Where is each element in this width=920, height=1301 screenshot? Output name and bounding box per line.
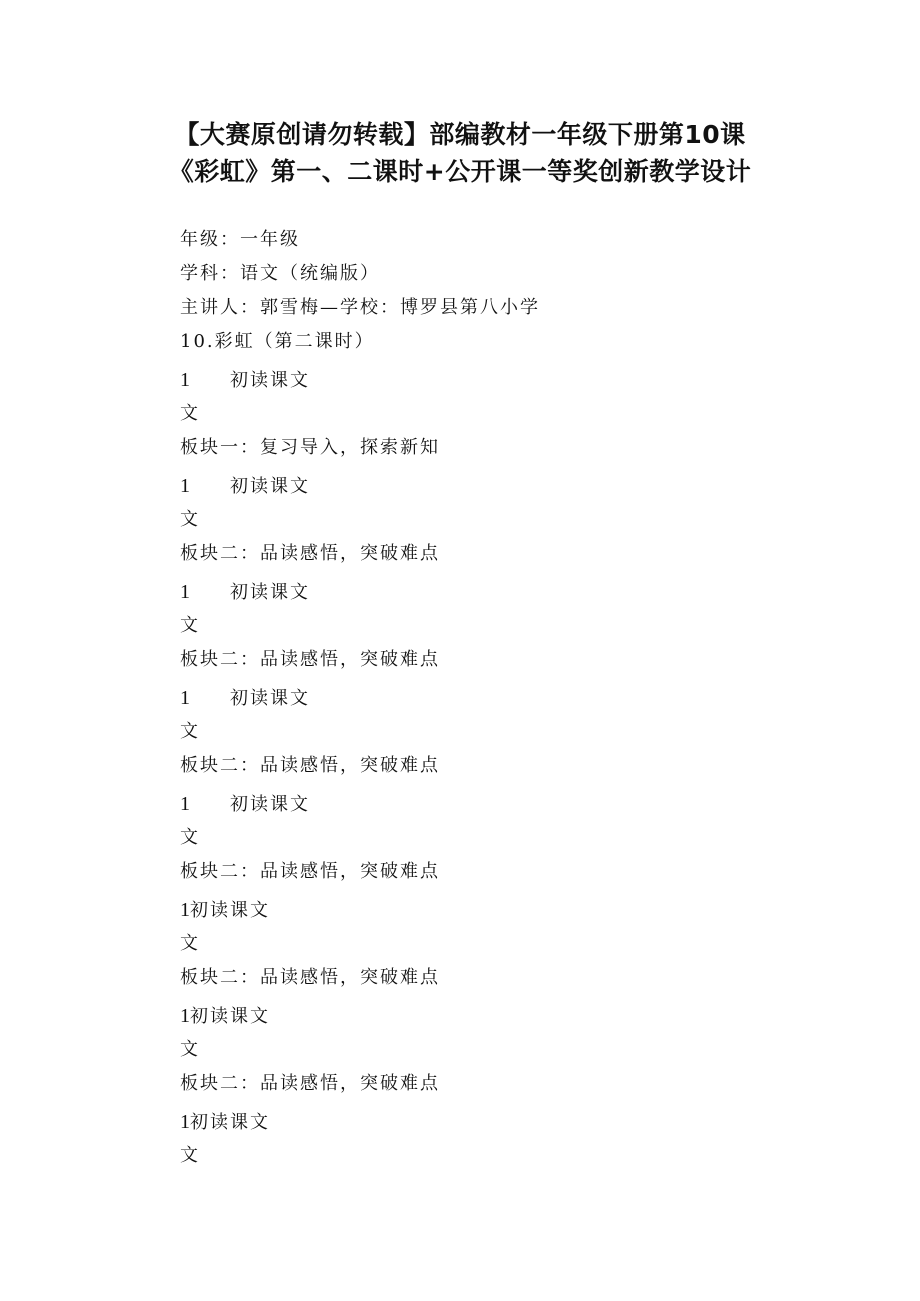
wen-line: 文 — [180, 1039, 200, 1060]
step-line — [180, 1005, 270, 1028]
wen-line: 文 — [180, 403, 200, 424]
block-two-heading: 板块二：品读感悟，突破难点 — [180, 649, 440, 670]
step-line — [180, 793, 310, 816]
step-number: 1 — [180, 581, 192, 603]
step-label: 初读课文 — [230, 370, 310, 391]
step-label: 初读课文 — [230, 582, 310, 603]
wen-line: 文 — [180, 1145, 200, 1166]
step-number: 1 — [180, 899, 190, 921]
step-number: 1 — [180, 687, 192, 709]
step-line — [180, 369, 310, 392]
subject-line: 学科：语文（统编版） — [180, 263, 380, 284]
wen-line: 文 — [180, 827, 200, 848]
step-number: 1 — [180, 793, 192, 815]
step-label: 初读课文 — [230, 688, 310, 709]
wen-line: 文 — [180, 933, 200, 954]
block-two-heading: 板块二：品读感悟，突破难点 — [180, 1073, 440, 1094]
document-title-line-1: 【大赛原创请勿转载】部编教材一年级下册第10课 — [174, 120, 746, 149]
step-line — [180, 1111, 270, 1134]
block-two-heading: 板块二：品读感悟，突破难点 — [180, 967, 440, 988]
speaker-line: 主讲人：郭雪梅—学校：博罗县第八小学 — [180, 297, 540, 318]
step-label: 初读课文 — [190, 1006, 270, 1027]
step-number: 1 — [180, 369, 192, 391]
step-line — [180, 687, 310, 710]
step-label: 初读课文 — [230, 794, 310, 815]
step-number: 1 — [180, 475, 192, 497]
lesson-line: 10.彩虹（第二课时） — [180, 331, 375, 352]
wen-line: 文 — [180, 509, 200, 530]
step-number: 1 — [180, 1111, 190, 1133]
block-two-heading: 板块二：品读感悟，突破难点 — [180, 755, 440, 776]
grade-line: 年级：一年级 — [180, 229, 300, 250]
step-line — [180, 899, 270, 922]
step-line — [180, 475, 310, 498]
step-label: 初读课文 — [190, 1112, 270, 1133]
step-label: 初读课文 — [190, 900, 270, 921]
block-one-heading: 板块一：复习导入，探索新知 — [180, 437, 440, 458]
block-two-heading: 板块二：品读感悟，突破难点 — [180, 543, 440, 564]
document-title-line-2: 《彩虹》第一、二课时+公开课一等奖创新教学设计 — [168, 157, 752, 186]
step-line — [180, 581, 310, 604]
step-label: 初读课文 — [230, 476, 310, 497]
block-two-heading: 板块二：品读感悟，突破难点 — [180, 861, 440, 882]
step-number: 1 — [180, 1005, 190, 1027]
wen-line: 文 — [180, 615, 200, 636]
wen-line: 文 — [180, 721, 200, 742]
